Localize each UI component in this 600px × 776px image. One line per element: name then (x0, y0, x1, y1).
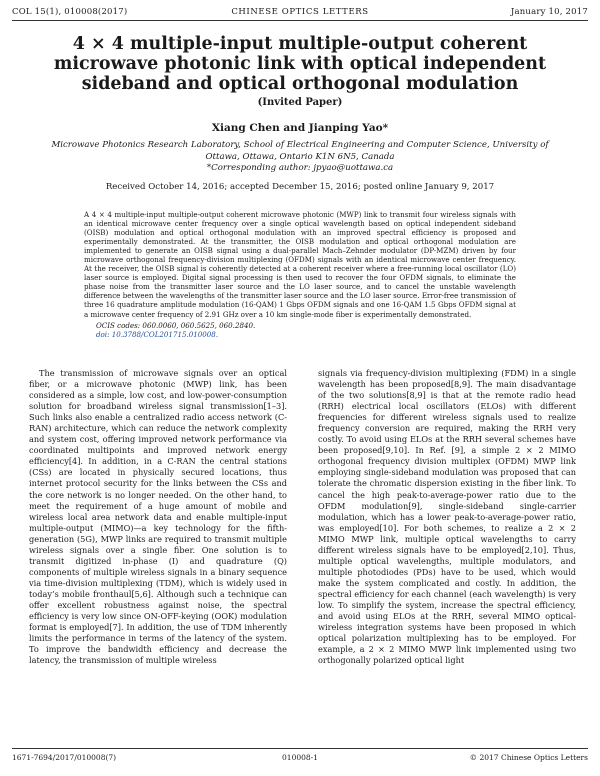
page-footer (12, 753, 588, 765)
issue-date: January 10, 2017 (510, 7, 588, 17)
ocis-codes: OCIS codes: 060.0060, 060.5625, 060.2840. (96, 321, 256, 330)
body-left-column (29, 368, 287, 666)
received-dates: Received October 14, 2016; accepted December 15, 2016; posted online January 9, 2017 (105, 182, 495, 192)
page-number: 010008-1 (282, 753, 318, 762)
author-list: Xiang Chen and Jianping Yao* (211, 122, 389, 134)
affiliation-block (40, 140, 560, 175)
body-right-column (318, 368, 576, 666)
copyright: © 2017 Chinese Optics Letters (469, 753, 588, 762)
paragraph: The transmission of microwave signals over an optical fiber, or a microwave photonic (MWP) link, has been considered as a simple, low cost, and low-power-consumption solution for broadband wireless signal transmission[1–3]. Such links also enable a centralized radio access network (C-RAN) architecture, which can reduce the network complexity and system cost, offering improved network performance via coordinated multipoints and improved network energy efficiency[4]. In addition, in a C-RAN the central stations (CSs) are located in physically secured locations, thus internet protocol security for the links between the CSs and the core network is no longer needed. On the other hand, to meet the requirement of a huge amount of mobile and wireless local area network data and enable multiple-input multiple-output (MIMO)—a key technology for the fifth-generation (5G), MWP links are required to transmit multiple wireless signals over a single fiber. One solution is to transmit digitized in-phase (I) and quadrature (Q) components of multiple wireless signals in a binary sequence via time-division multiplexing (TDM), which is widely used in today’s mobile fronthaul[5,6]. Although such a technique can offer excellent robustness against noise, the spectral efficiency is very low since ON-OFF-keying (OOK) modulation format is employed[7]. In addition, the use of TDM inherently limits the performance in terms of the latency of the system. To improve the bandwidth efficiency and decrease the latency, the transmission of multiple wireless (29, 368, 287, 666)
journal-name: CHINESE OPTICS LETTERS (231, 7, 369, 17)
journal-reference: COL 15(1), 010008(2017) (12, 7, 128, 17)
footer-rule (12, 748, 588, 749)
doi-link[interactable]: doi: 10.3788/COL201715.010008. (96, 330, 219, 339)
corresponding-author: *Corresponding author: jpyao@uottawa.ca (206, 163, 394, 173)
paragraph: signals via frequency-division multiplexing (FDM) in a single wavelength has been proposed[8,9]. The main disadvantage of the two solutions[8,9] is that at the remote radio head (RRH) electrical local oscillators (ELOs) with different frequencies for different wireless signals used to realize frequency conversion are required, making the RRH very costly. To avoid using ELOs at the RRH several schemes have been proposed[9,10]. In Ref. [9], a simple 2 × 2 MIMO orthogonal frequency division multiplex (OFDM) MWP link employing single-sideband modulation was proposed that can tolerate the chromatic dispersion existing in the fiber link. To cancel the high peak-to-average-power ratio due to the OFDM modulation[9], single-sideband single-carrier modulation, which has a lower peak-to-average-power ratio, was employed[10]. For both schemes, to realize a 2 × 2 MIMO MWP link, multiple optical wavelengths to carry different wireless signals have to be employed[2,10]. Thus, multiple optical wavelengths, multiple modulators, and multiple photodiodes (PDs) have to be used, which would make the system complicated and costly. In addition, the spectral efficiency for each channel (each wavelength) is very low. To simplify the system, increase the spectral efficiency, and avoid using ELOs at the RRH, several MIMO optical-wireless integration systems have been proposed in which optical polarization multiplexing has to be employed. For example, a 2 × 2 MIMO MWP link implemented using two orthogonally polarized optical light (318, 368, 576, 666)
header-rule (12, 20, 588, 21)
invited-label: (Invited Paper) (257, 97, 343, 108)
paper-title: 4 × 4 multiple-input multiple-output coherent microwave photonic link with optical independent sideband and optical orthogonal modulation (53, 34, 547, 94)
affiliation: Microwave Photonics Research Laboratory, School of Electrical Engineering and Computer Science, University of Ottawa, Ottawa, Ontario K1N 6N5, Canada (51, 140, 549, 162)
page-header (12, 7, 588, 19)
issn: 1671-7694/2017/010008(7) (12, 753, 117, 762)
abstract: A 4 × 4 multiple-input multiple-output coherent microwave photonic (MWP) link to transmit four wireless signals with an identical microwave center frequency over a single optical wavelength based on optical independent sideband (OISB) modulation and optical orthogonal modulation with an improved spectral efficiency is proposed and experimentally demonstrated. At the transmitter, the OISB modulation and optical orthogonal modulation are implemented to generate an OISB signal using a dual-parallel Mach–Zehnder modulator (DP-MZM) driven by four microwave orthogonal frequency-division multiplexing (OFDM) signals with an identical microwave center frequency. At the receiver, the OISB signal is coherently detected at a coherent receiver where a free-running local oscillator (LO) laser source is employed. Digital signal processing is then used to recover the four OFDM signals, to eliminate the phase noise from the transmitter laser source and the LO laser source, and to cancel the unstable wavelength difference between the wavelengths of the transmitter laser source and the LO laser source. Error-free transmission of three 16 quadrature amplitude modulation (16-QAM) 1 Gbps OFDM signals and one 16-QAM 1.5 Gbps OFDM signal at a microwave center frequency of 2.91 GHz over a 10 km single-mode fiber is experimentally demonstrated. (84, 210, 516, 319)
